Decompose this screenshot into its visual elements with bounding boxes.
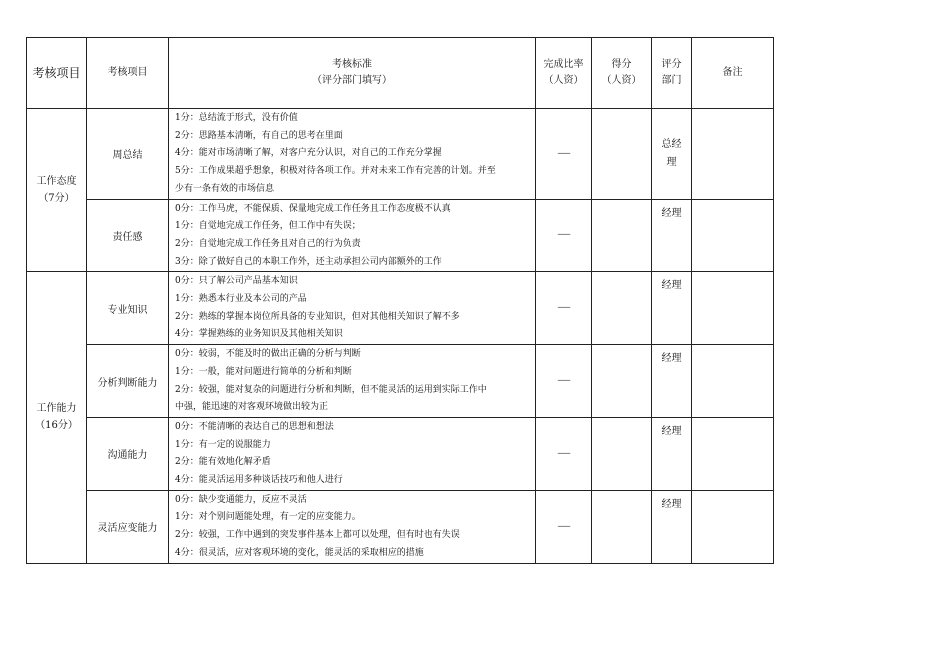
table-row	[27, 272, 774, 345]
score-cell	[592, 272, 652, 345]
criteria-line: 2分：能有效地化解矛盾	[175, 457, 271, 468]
header-score-note: （人资）	[601, 75, 642, 86]
dept-line: 理	[666, 156, 677, 168]
category-name: 工作态度	[36, 176, 77, 188]
dept-cell	[652, 109, 692, 200]
item-name: 沟通能力	[87, 417, 169, 490]
header-dept-line1: 评分	[661, 59, 682, 70]
ratio-cell: ------	[536, 490, 592, 563]
criteria-line: 1分：熟悉本行业及本公司的产品	[175, 294, 307, 305]
criteria-cell	[169, 272, 536, 345]
criteria-line: 3分：除了做好自己的本职工作外，还主动承担公司内部额外的工作	[175, 256, 442, 267]
category-points: （7分）	[38, 193, 75, 205]
table-row	[27, 199, 774, 272]
criteria-line: 2分：较强，能对复杂的问题进行分析和判断，但不能灵活的运用到实际工作中	[175, 384, 487, 395]
criteria-line: 4分：能对市场清晰了解，对客户充分认识，对自己的工作充分掌握	[175, 148, 442, 159]
remarks-cell	[692, 417, 774, 490]
criteria-line: 5分：工作成果超乎想象，积极对待各项工作。并对未来工作有完善的计划。并至	[175, 166, 496, 177]
ratio-cell: ------	[536, 109, 592, 200]
criteria-line: 0分：工作马虎，不能保质、保量地完成工作任务且工作态度极不认真	[175, 203, 451, 214]
criteria-line: 1分：有一定的说服能力	[175, 439, 271, 450]
dept-cell: 经理	[652, 199, 692, 272]
header-remarks: 备注	[692, 38, 774, 109]
ratio-cell: ------	[536, 272, 592, 345]
header-standard-note: （评分部门填写）	[312, 75, 392, 86]
item-name: 周总结	[87, 109, 169, 200]
category-cell	[27, 109, 87, 272]
header-score-title: 得分	[611, 59, 632, 70]
dept-cell: 经理	[652, 490, 692, 563]
criteria-line: 2分：熟练的掌握本岗位所具备的专业知识，但对其他相关知识了解不多	[175, 311, 460, 322]
table-row	[27, 417, 774, 490]
category-points: （16分）	[35, 420, 78, 432]
header-standard-title: 考核标准	[332, 59, 372, 70]
category-name: 工作能力	[36, 403, 77, 415]
remarks-cell	[692, 272, 774, 345]
criteria-line: 1分：一般，能对问题进行简单的分析和判断	[175, 366, 352, 377]
criteria-line: 少有一条有效的市场信息	[175, 183, 275, 194]
item-name: 灵活应变能力	[87, 490, 169, 563]
criteria-line: 0分：缺少变通能力，反应不灵活	[175, 494, 307, 505]
criteria-cell	[169, 199, 536, 272]
header-score	[592, 38, 652, 109]
header-dept-line2: 部门	[661, 75, 682, 86]
dept-cell: 经理	[652, 272, 692, 345]
item-name: 分析判断能力	[87, 345, 169, 418]
criteria-line: 1分：总结流于形式，没有价值	[175, 113, 298, 123]
ratio-cell: ------	[536, 417, 592, 490]
header-ratio-note: （人资）	[543, 75, 584, 86]
remarks-cell	[692, 109, 774, 200]
dept-cell: 经理	[652, 345, 692, 418]
header-ratio	[536, 38, 592, 109]
header-item: 考核项目	[87, 38, 169, 109]
header-dept	[652, 38, 692, 109]
criteria-line: 1分：对个别问题能处理，有一定的应变能力。	[175, 512, 361, 523]
criteria-cell	[169, 417, 536, 490]
criteria-line: 1分：自觉地完成工作任务，但工作中有失误；	[175, 221, 361, 232]
criteria-line: 0分：不能清晰的表达自己的思想和想法	[175, 421, 334, 432]
criteria-line: 4分：很灵活，应对客观环境的变化，能灵活的采取相应的措施	[175, 547, 424, 558]
item-name: 责任感	[87, 199, 169, 272]
ratio-cell: ------	[536, 345, 592, 418]
score-cell	[592, 199, 652, 272]
table-row	[27, 490, 774, 563]
table-row	[27, 109, 774, 200]
criteria-line: 0分：只了解公司产品基本知识	[175, 276, 298, 287]
remarks-cell	[692, 490, 774, 563]
remarks-cell	[692, 345, 774, 418]
remarks-cell	[692, 199, 774, 272]
criteria-line: 中强，能迅速的对客观环境做出较为正	[175, 402, 329, 413]
criteria-cell	[169, 345, 536, 418]
score-cell	[592, 490, 652, 563]
assessment-table	[26, 37, 774, 564]
header-standard	[169, 38, 536, 109]
criteria-cell	[169, 490, 536, 563]
criteria-line: 2分：自觉地完成工作任务且对自己的行为负责	[175, 238, 361, 249]
criteria-line: 4分：掌握熟练的业务知识及其他相关知识	[175, 329, 343, 340]
header-ratio-title: 完成比率	[543, 59, 584, 70]
header-row	[27, 38, 774, 109]
score-cell	[592, 417, 652, 490]
score-cell	[592, 109, 652, 200]
table-row	[27, 345, 774, 418]
score-cell	[592, 345, 652, 418]
criteria-line: 2分：较强，工作中遇到的突发事件基本上都可以处理，但有时也有失误	[175, 530, 460, 541]
ratio-cell: ------	[536, 199, 592, 272]
dept-cell: 经理	[652, 417, 692, 490]
header-category: 考核项目	[27, 38, 87, 109]
criteria-cell	[169, 109, 536, 200]
item-name: 专业知识	[87, 272, 169, 345]
criteria-line: 4分：能灵活运用多种谈话技巧和他人进行	[175, 475, 343, 486]
criteria-line: 2分：思路基本清晰，有自己的思考在里面	[175, 130, 343, 141]
category-cell	[27, 272, 87, 563]
dept-line: 总经	[661, 138, 682, 150]
criteria-line: 0分：较弱，不能及时的做出正确的分析与判断	[175, 349, 361, 360]
